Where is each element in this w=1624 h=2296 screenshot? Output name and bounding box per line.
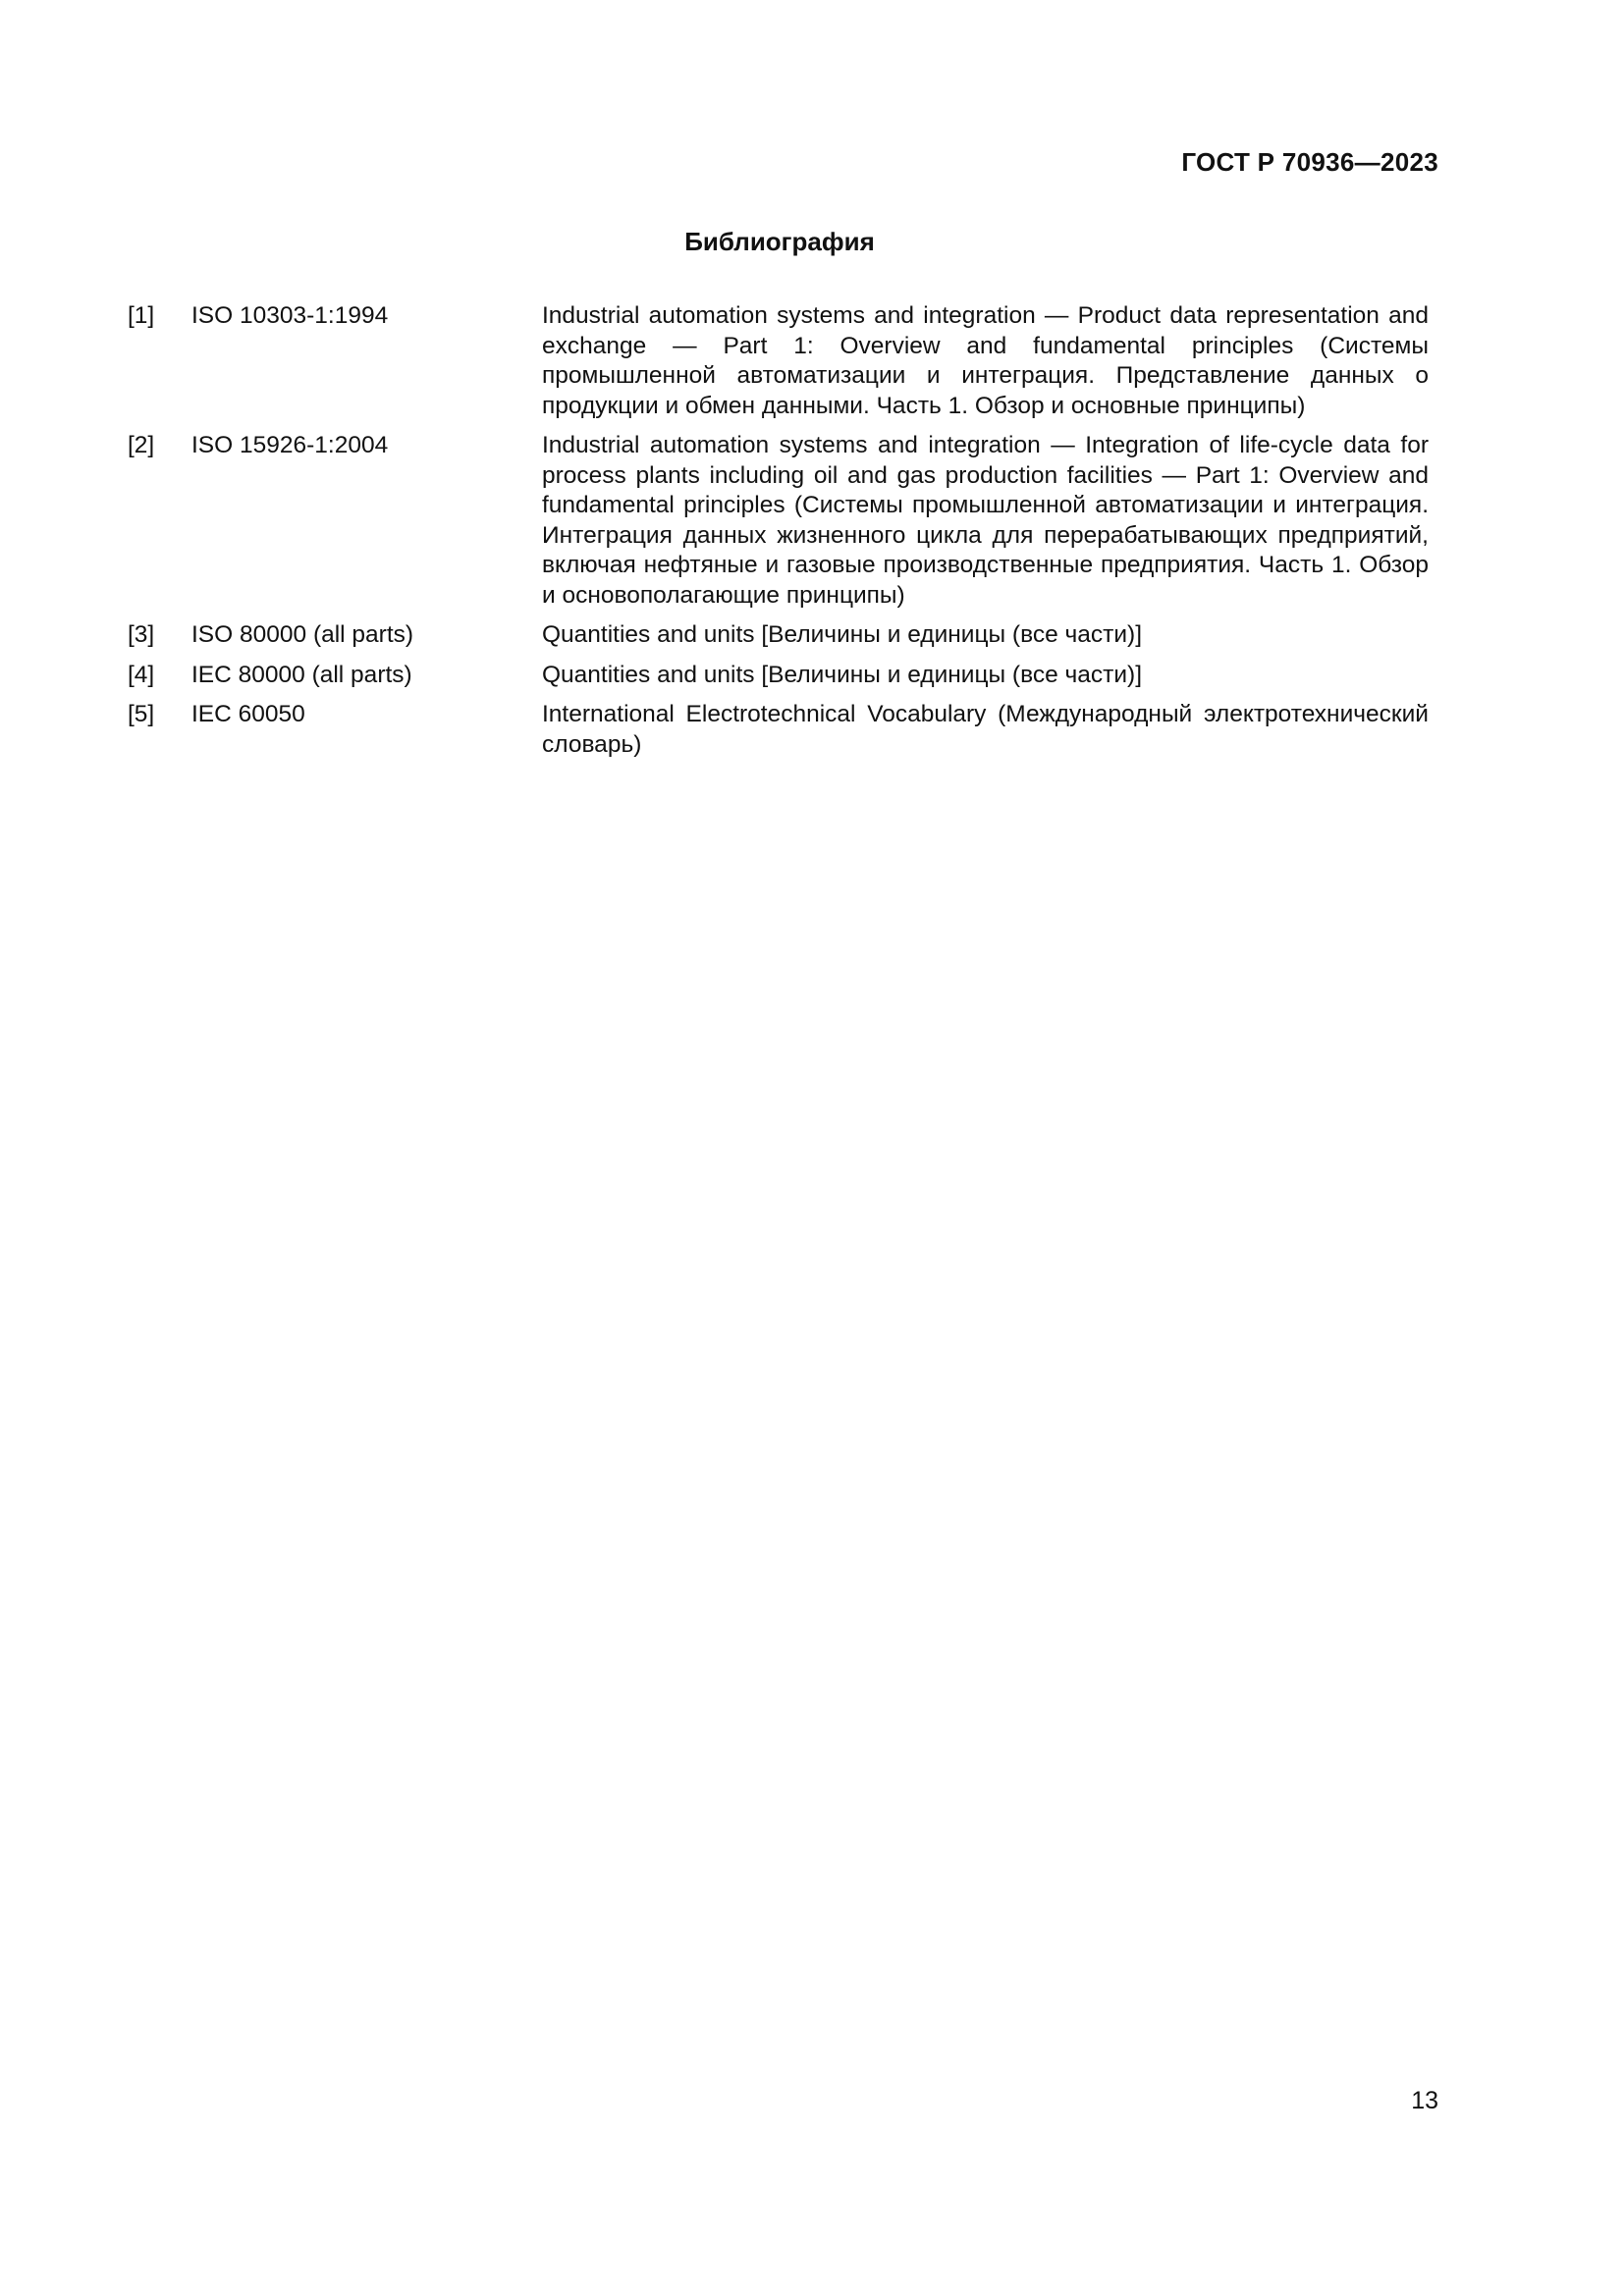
- entry-number: [4]: [128, 661, 155, 688]
- bibliography-entry: [128, 301, 1429, 421]
- entry-reference: ISO 15926-1:2004: [191, 432, 389, 458]
- entry-title: Quantities and units [Величины и единицы (все части)]: [542, 621, 1143, 648]
- entry-title: International Electrotechnical Vocabulary (Международный электротехнический словарь): [542, 701, 1429, 758]
- entry-number: [1]: [128, 302, 155, 329]
- entry-number: [5]: [128, 701, 155, 727]
- document-code: ГОСТ Р 70936—2023: [1181, 147, 1438, 177]
- entry-reference: ISO 80000 (all parts): [191, 621, 414, 648]
- bibliography-entry: [128, 661, 1429, 691]
- entry-reference: IEC 60050: [191, 701, 305, 727]
- entry-title: Industrial automation systems and integration — Product data representation and exchange — Part 1: Overview and fundamental principles (Системы промышленной автоматизации и интеграция. Представление данных о продукции и обмен данными. Часть 1. Обзор и основные принципы): [542, 302, 1429, 419]
- bibliography-entry: [128, 431, 1429, 611]
- section-title: Библиография: [684, 227, 875, 256]
- bibliography-list: [128, 301, 1429, 770]
- entry-reference: IEC 80000 (all parts): [191, 661, 412, 688]
- page-number: 13: [1411, 2087, 1438, 2114]
- bibliography-entry: [128, 620, 1429, 651]
- entry-number: [3]: [128, 621, 155, 648]
- bibliography-entry: [128, 700, 1429, 760]
- entry-reference: ISO 10303-1:1994: [191, 302, 389, 329]
- entry-number: [2]: [128, 432, 155, 458]
- entry-title: Industrial automation systems and integration — Integration of life-cycle data for process plants including oil and gas production facilities — Part 1: Overview and fundamental principles (Системы промышленной автоматизации и интеграция. Интеграция данных жизненного цикла для перерабатывающих предприятий, включая нефтяные и газовые производственные предприятия. Часть 1. Обзор и основополагающие принципы): [542, 432, 1429, 609]
- entry-title: Quantities and units [Величины и единицы (все части)]: [542, 661, 1143, 688]
